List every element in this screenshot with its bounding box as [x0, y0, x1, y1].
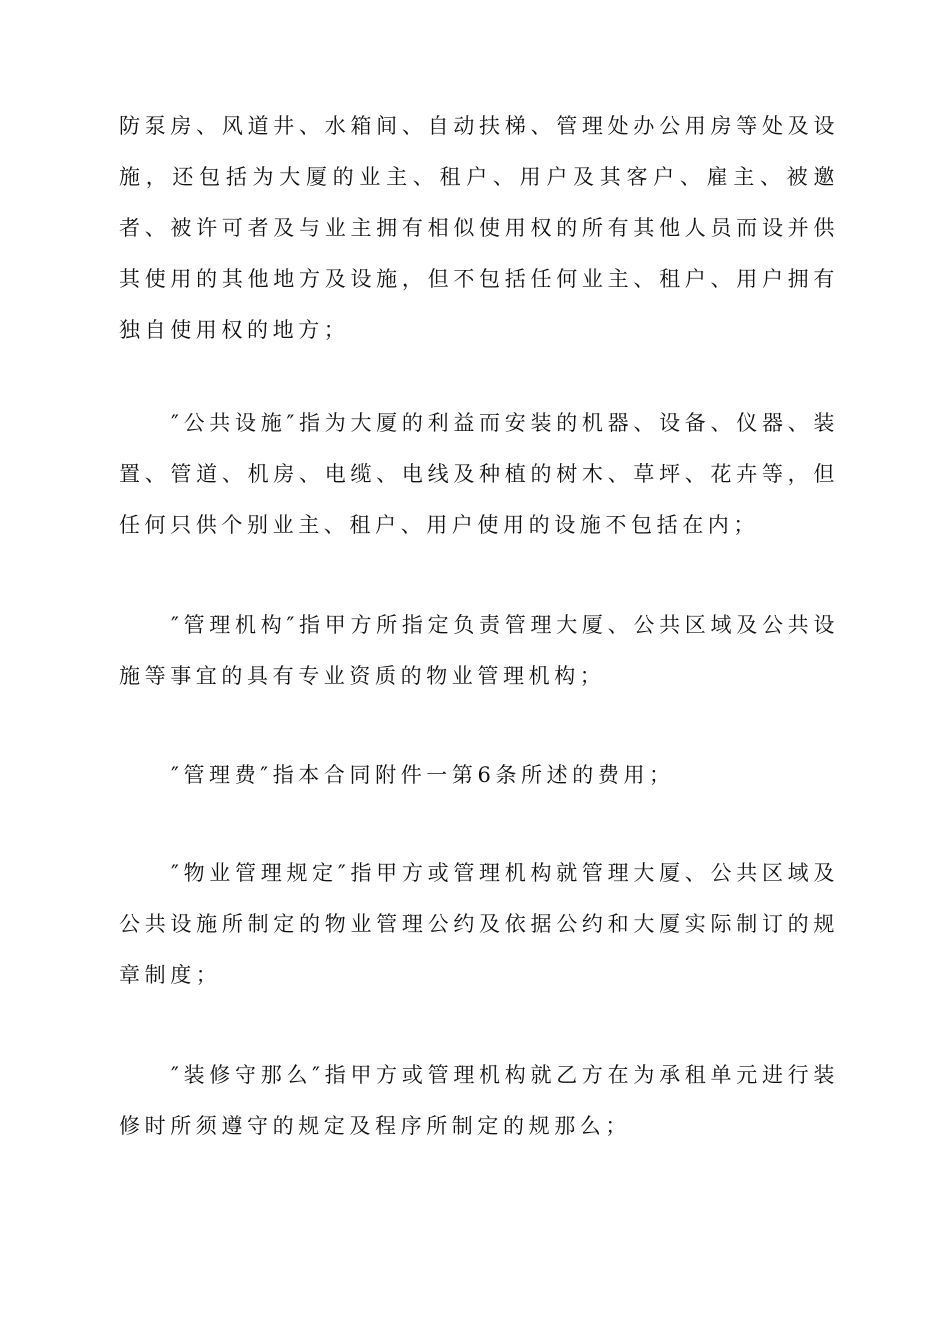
paragraph-renovation-rules: ″装修守那么″指甲方或管理机构就乙方在为承租单元进行装修时所须遵守的规定及程序所制定的规那么；	[119, 1063, 839, 1138]
paragraph-property-rules: ″物业管理规定″指甲方或管理机构就管理大厦、公共区域及公共设施所制定的物业管理公约及依据公约和大厦实际制订的规章制度；	[119, 861, 839, 987]
paragraph-public-facilities: ″公共设施″指为大厦的利益而安装的机器、设备、仪器、装置、管道、机房、电缆、电线及种植的树木、草坪、花卉等，但任何只供个别业主、租户、用户使用的设施不包括在内；	[119, 411, 839, 537]
paragraph-management-fee: ″管理费″指本合同附件一第6条所述的费用；	[171, 763, 675, 787]
paragraph-common-areas-continued: 防泵房、风道井、水箱间、自动扶梯、管理处办公用房等处及设施，还包括为大厦的业主、租户、用户及其客户、雇主、被邀者、被许可者及与业主拥有相似使用权的所有其他人员而设并供其使用的其他地方及设施，但不包括任何业主、租户、用户拥有独自使用权的地方；	[119, 114, 839, 342]
paragraph-management-agency: ″管理机构″指甲方所指定负责管理大厦、公共区域及公共设施等事宜的具有专业资质的物业管理机构；	[119, 613, 839, 688]
